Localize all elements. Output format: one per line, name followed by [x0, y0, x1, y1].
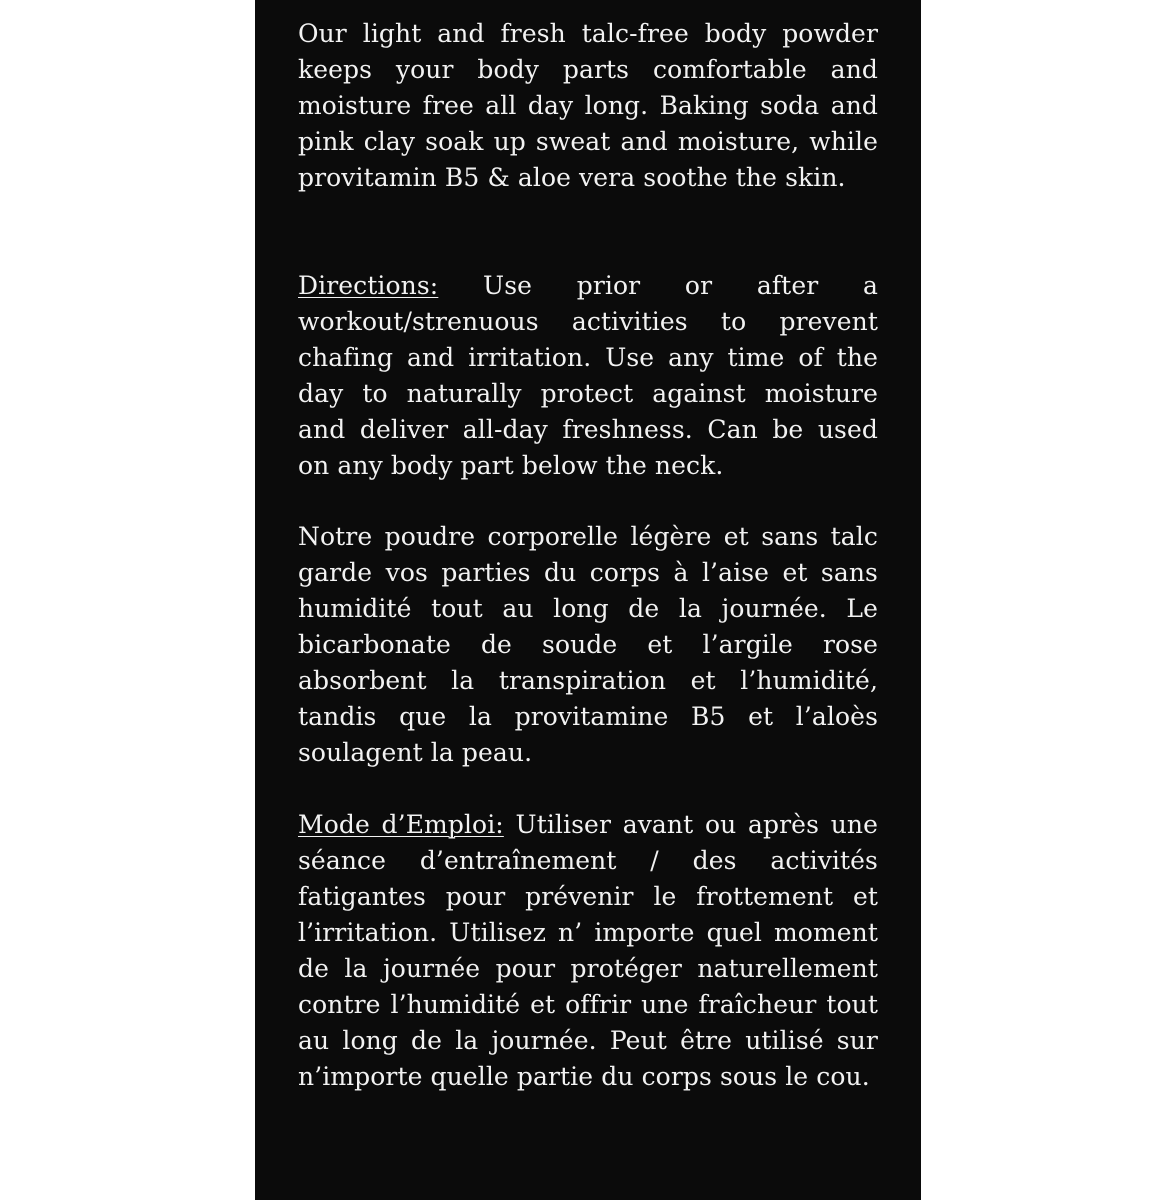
english-directions-paragraph — [298, 268, 878, 484]
english-directions-heading: Directions: — [298, 271, 439, 300]
french-directions-paragraph — [298, 807, 878, 1095]
english-intro-paragraph: Our light and fresh talc-free body powder keeps your body parts comfortable and moisture free all day long. Baking soda and pink clay soak up sweat and moisture, while provitamin B5 & aloe vera soothe the skin. — [298, 19, 878, 192]
english-directions-text: Use prior or after a workout/strenuous activities to prevent chafing and irritation. Use any time of the day to naturally protect against moisture and deliver all-day freshness. Can be used on any body part below the neck. — [298, 271, 878, 480]
french-directions-text: Utiliser avant ou après une séance d’entraînement / des activités fatigantes pour prévenir le frottement et l’irritation. Utilisez n’ importe quel moment de la journée pour protéger naturellement contre l’humidité et offrir une fraîcheur tout au long de la journée. Peut être utilisé sur n’importe quelle partie du corps sous le cou. — [298, 810, 878, 1091]
french-directions-heading: Mode d’Emploi: — [298, 810, 504, 839]
french-intro-paragraph: Notre poudre corporelle légère et sans talc garde vos parties du corps à l’aise et sans humidité tout au long de la journée. Le bicarbonate de soude et l’argile rose absorbent la transpiration et l’humidité, tandis que la provitamine B5 et l’aloès soulagent la peau. — [298, 522, 878, 767]
